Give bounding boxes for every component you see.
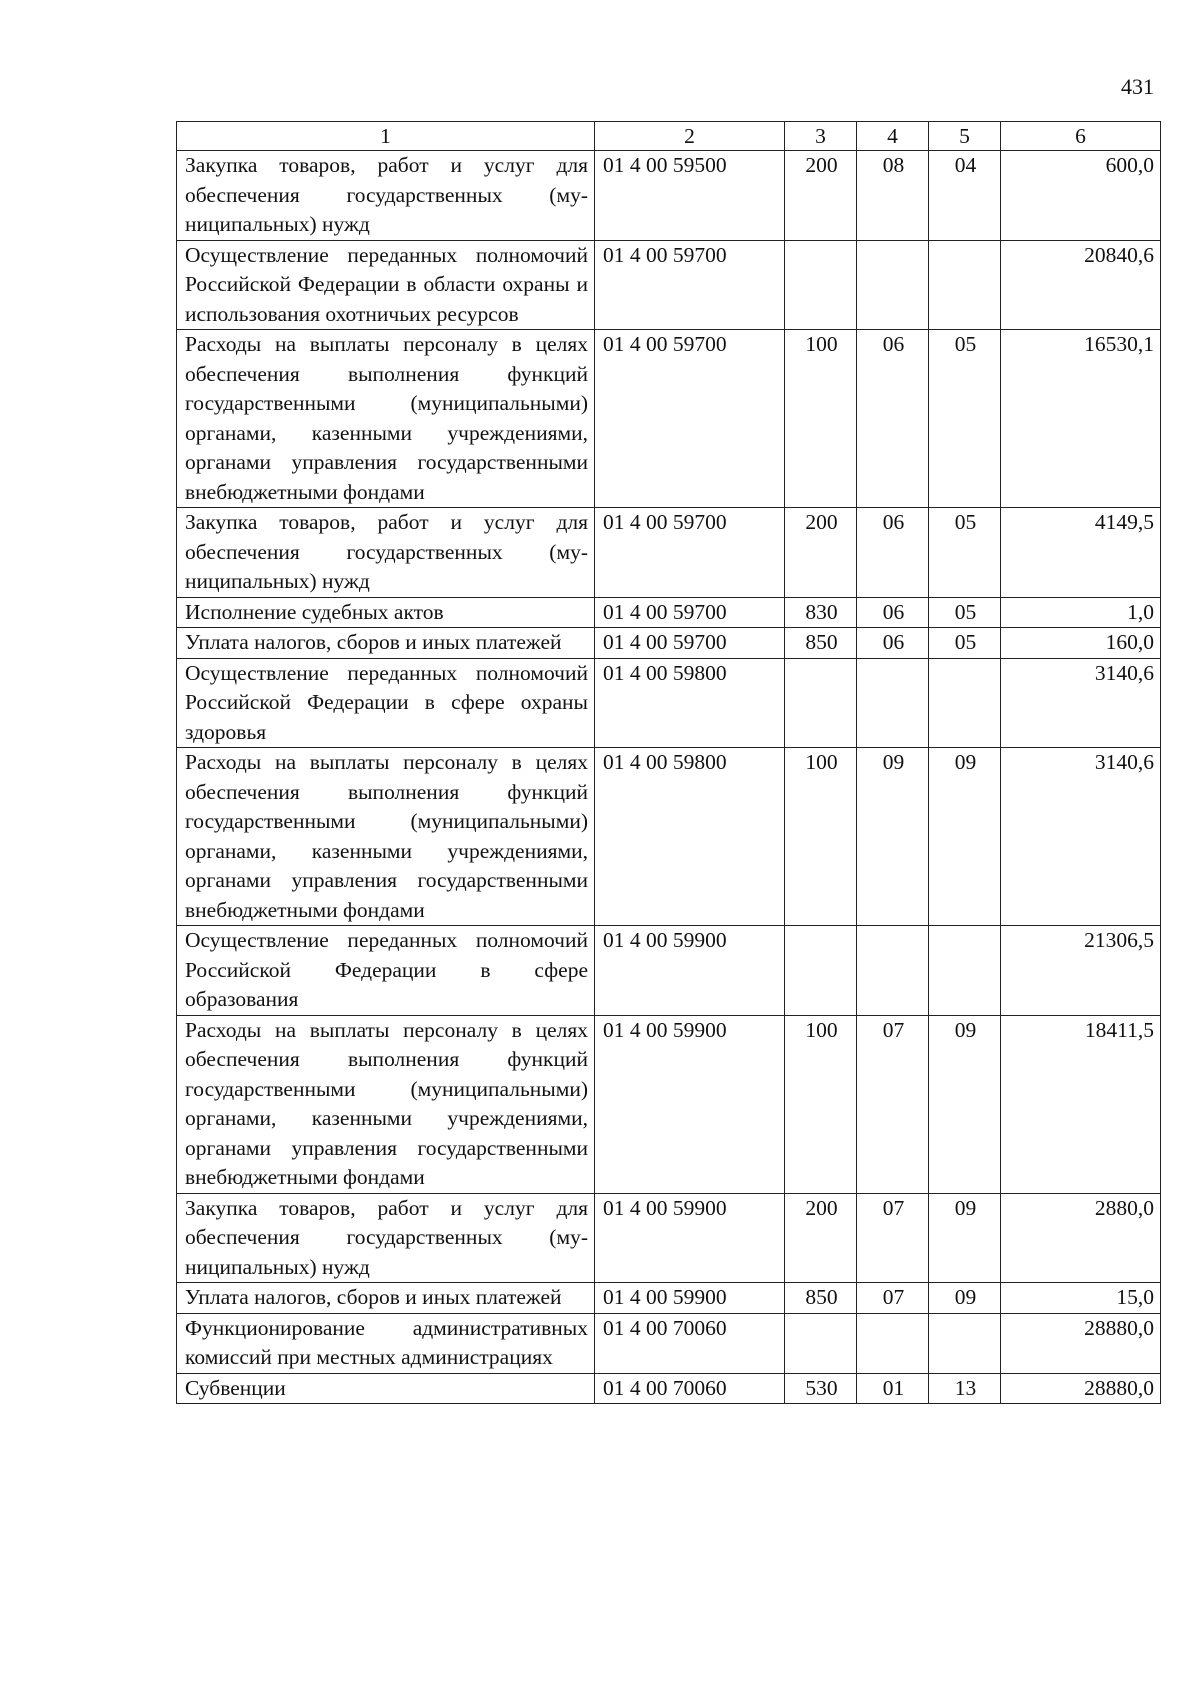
row-rz (857, 1313, 929, 1373)
row-pr: 09 (929, 1193, 1001, 1283)
row-sum: 16530,1 (1001, 330, 1161, 508)
row-name: Закупка товаров, работ и услуг для обеспечения государственных (муниципальных) нужд (177, 508, 595, 598)
table-row (177, 151, 1161, 241)
row-vr (785, 926, 857, 1016)
row-name: Расходы на выплаты персоналу в целях обеспечения выполнения функций государственными (муниципальными) органами, казенными учреждениями, органами управления государственными внебюджетными фондами (177, 1015, 595, 1193)
row-sum: 20840,6 (1001, 240, 1161, 330)
header-cell-6: 6 (1001, 122, 1161, 151)
row-code: 01 4 00 70060 (595, 1373, 785, 1404)
row-pr (929, 658, 1001, 748)
budget-table (176, 121, 1161, 1404)
table-header (177, 122, 1161, 151)
row-rz (857, 240, 929, 330)
table-row (177, 658, 1161, 748)
row-pr (929, 926, 1001, 1016)
row-sum: 28880,0 (1001, 1373, 1161, 1404)
row-vr (785, 240, 857, 330)
row-code: 01 4 00 70060 (595, 1313, 785, 1373)
row-vr (785, 658, 857, 748)
row-pr: 09 (929, 748, 1001, 926)
row-name: Осуществление переданных полномочий Российской Федерации в области охраны и использования охотничьих ресурсов (177, 240, 595, 330)
table-body (177, 151, 1161, 1404)
row-code: 01 4 00 59900 (595, 926, 785, 1016)
row-code: 01 4 00 59700 (595, 508, 785, 598)
row-sum: 2880,0 (1001, 1193, 1161, 1283)
row-name: Функционирование административных комиссий при местных администрациях (177, 1313, 595, 1373)
row-code: 01 4 00 59700 (595, 240, 785, 330)
row-sum: 600,0 (1001, 151, 1161, 241)
row-name: Уплата налогов, сборов и иных платежей (177, 628, 595, 659)
table-row (177, 1373, 1161, 1404)
header-cell-3: 3 (785, 122, 857, 151)
row-rz: 06 (857, 330, 929, 508)
row-code: 01 4 00 59900 (595, 1283, 785, 1314)
row-code: 01 4 00 59900 (595, 1193, 785, 1283)
row-name: Закупка товаров, работ и услуг для обеспечения государственных (муниципальных) нужд (177, 1193, 595, 1283)
row-rz: 07 (857, 1015, 929, 1193)
header-cell-5: 5 (929, 122, 1001, 151)
table-row (177, 1193, 1161, 1283)
row-pr (929, 1313, 1001, 1373)
table-row (177, 748, 1161, 926)
row-code: 01 4 00 59900 (595, 1015, 785, 1193)
table-row (177, 1283, 1161, 1314)
row-pr: 09 (929, 1015, 1001, 1193)
row-vr: 200 (785, 151, 857, 241)
row-rz: 06 (857, 628, 929, 659)
row-sum: 28880,0 (1001, 1313, 1161, 1373)
row-vr: 530 (785, 1373, 857, 1404)
row-code: 01 4 00 59800 (595, 748, 785, 926)
row-vr: 100 (785, 748, 857, 926)
row-rz: 01 (857, 1373, 929, 1404)
row-name: Расходы на выплаты персоналу в целях обеспечения выполнения функций государственными (муниципальными) органами, казенными учреждениями, органами управления государственными внебюджетными фондами (177, 748, 595, 926)
row-vr: 830 (785, 597, 857, 628)
row-sum: 1,0 (1001, 597, 1161, 628)
header-cell-1: 1 (177, 122, 595, 151)
row-vr: 850 (785, 628, 857, 659)
row-pr: 09 (929, 1283, 1001, 1314)
row-sum: 15,0 (1001, 1283, 1161, 1314)
row-code: 01 4 00 59800 (595, 658, 785, 748)
table-row (177, 628, 1161, 659)
row-vr (785, 1313, 857, 1373)
table-row (177, 597, 1161, 628)
row-pr: 05 (929, 330, 1001, 508)
table-row (177, 508, 1161, 598)
row-vr: 200 (785, 508, 857, 598)
row-pr: 05 (929, 628, 1001, 659)
row-sum: 3140,6 (1001, 658, 1161, 748)
row-rz: 09 (857, 748, 929, 926)
row-name: Расходы на выплаты персоналу в целях обеспечения выполнения функций государственными (муниципальными) органами, казенными учреждениями, органами управления государственными внебюджетными фондами (177, 330, 595, 508)
row-sum: 160,0 (1001, 628, 1161, 659)
row-sum: 21306,5 (1001, 926, 1161, 1016)
row-rz: 06 (857, 597, 929, 628)
row-code: 01 4 00 59500 (595, 151, 785, 241)
row-name: Осуществление переданных полномочий Российской Федерации в сфере охраны здоровья (177, 658, 595, 748)
row-sum: 4149,5 (1001, 508, 1161, 598)
header-cell-4: 4 (857, 122, 929, 151)
table-row (177, 926, 1161, 1016)
row-pr (929, 240, 1001, 330)
row-code: 01 4 00 59700 (595, 597, 785, 628)
row-pr: 13 (929, 1373, 1001, 1404)
row-rz (857, 926, 929, 1016)
row-vr: 100 (785, 330, 857, 508)
row-sum: 3140,6 (1001, 748, 1161, 926)
row-name: Исполнение судебных актов (177, 597, 595, 628)
row-pr: 05 (929, 597, 1001, 628)
row-name: Осуществление переданных полномочий Российской Федерации в сфере образования (177, 926, 595, 1016)
row-rz: 08 (857, 151, 929, 241)
row-code: 01 4 00 59700 (595, 330, 785, 508)
row-code: 01 4 00 59700 (595, 628, 785, 659)
row-name: Субвенции (177, 1373, 595, 1404)
row-rz: 07 (857, 1283, 929, 1314)
row-rz (857, 658, 929, 748)
row-pr: 04 (929, 151, 1001, 241)
header-row (177, 122, 1161, 151)
row-sum: 18411,5 (1001, 1015, 1161, 1193)
row-vr: 200 (785, 1193, 857, 1283)
row-name: Уплата налогов, сборов и иных платежей (177, 1283, 595, 1314)
header-cell-2: 2 (595, 122, 785, 151)
row-pr: 05 (929, 508, 1001, 598)
row-vr: 850 (785, 1283, 857, 1314)
table-row (177, 240, 1161, 330)
table-row (177, 330, 1161, 508)
row-rz: 06 (857, 508, 929, 598)
row-rz: 07 (857, 1193, 929, 1283)
page-number: 431 (1121, 74, 1154, 99)
row-name: Закупка товаров, работ и услуг для обеспечения государственных (муниципальных) нужд (177, 151, 595, 241)
table-row (177, 1015, 1161, 1193)
row-vr: 100 (785, 1015, 857, 1193)
table-row (177, 1313, 1161, 1373)
